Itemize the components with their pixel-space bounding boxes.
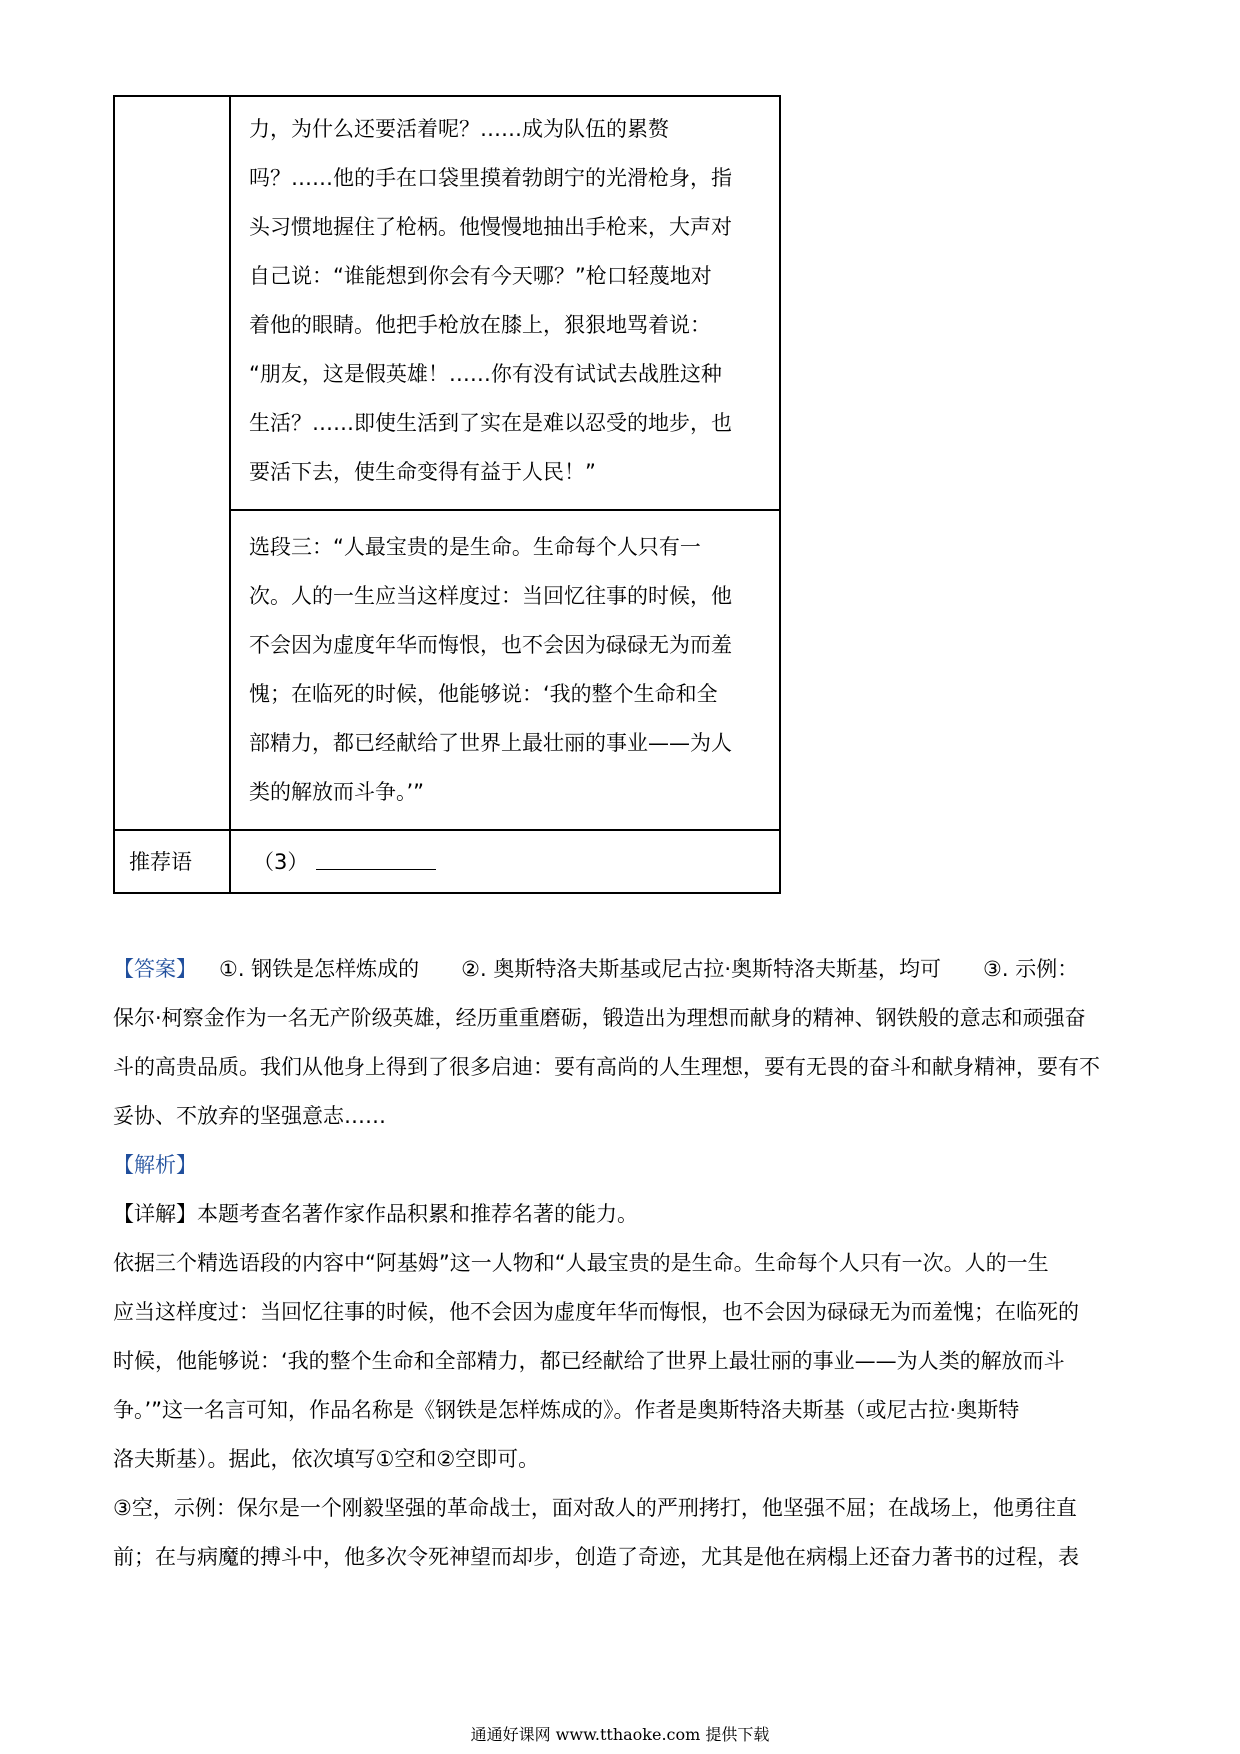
recommendation-cell bbox=[231, 831, 779, 892]
excerpt-line: “朋友，这是假英雄！……你有没有试试去战胜这种 bbox=[249, 362, 722, 386]
analysis-tag: 【解析】 bbox=[113, 1153, 197, 1177]
answer-section bbox=[113, 945, 1133, 1582]
recommendation-row bbox=[115, 829, 779, 892]
page-footer: 通通好课网 www.tthaoke.com 提供下载 bbox=[470, 1725, 770, 1744]
excerpt-line: 着他的眼睛。他把手枪放在膝上，狠狠地骂着说： bbox=[249, 313, 711, 337]
detail-line bbox=[113, 1190, 1133, 1239]
analysis-line: 洛夫斯基）。据此，依次填写①空和②空即可。 bbox=[113, 1447, 540, 1471]
analysis-line: 前；在与病魔的搏斗中，他多次令死神望而却步，创造了奇迹，尤其是他在病榻上还奋力著书的过程，表 bbox=[113, 1545, 1079, 1569]
empty-label-cell bbox=[115, 97, 231, 829]
analysis-line: ③空，示例：保尔是一个刚毅坚强的革命战士，面对敌人的严刑拷打，他坚强不屈；在战场上，他勇往直 bbox=[113, 1496, 1077, 1520]
excerpt-line: 选段三：“人最宝贵的是生命。生命每个人只有一 bbox=[249, 535, 701, 559]
detail-text: 本题考查名著作家作品积累和推荐名著的能力。 bbox=[197, 1202, 638, 1226]
answer-line: 妥协、不放弃的坚强意志…… bbox=[113, 1104, 386, 1128]
answer-tag: 【答案】 bbox=[113, 957, 197, 981]
recommendation-label: 推荐语 bbox=[115, 831, 231, 892]
detail-tag: 【详解】 bbox=[113, 1202, 197, 1226]
excerpt-line: 力，为什么还要活着呢？……成为队伍的累赘 bbox=[249, 117, 669, 141]
blank-number: （3） bbox=[253, 850, 309, 874]
answer-line: 保尔·柯察金作为一名无产阶级英雄，经历重重磨砺，锻造出为理想而献身的精神、钢铁般的意志和顽强奋 bbox=[113, 1006, 1086, 1030]
excerpt-line: 吗？……他的手在口袋里摸着勃朗宁的光滑枪身，指 bbox=[249, 166, 732, 190]
excerpt-line: 自己说：“谁能想到你会有今天哪？”枪口轻蔑地对 bbox=[249, 264, 712, 288]
excerpt-line: 部精力，都已经献给了世界上最壮丽的事业——为人 bbox=[249, 731, 732, 755]
answer-line: 斗的高贵品质。我们从他身上得到了很多启迪：要有高尚的人生理想，要有无畏的奋斗和献身精神，要有不 bbox=[113, 1055, 1100, 1079]
excerpt-line: 次。人的一生应当这样度过：当回忆往事的时候，他 bbox=[249, 584, 732, 608]
excerpt-line: 不会因为虚度年华而悔恨，也不会因为碌碌无为而羞 bbox=[249, 633, 732, 657]
excerpt-line: 生活？……即使生活到了实在是难以忍受的地步，也 bbox=[249, 411, 732, 435]
answer-blank[interactable] bbox=[316, 831, 436, 870]
analysis-line: 争。’”这一名言可知，作品名称是《钢铁是怎样炼成的》。作者是奥斯特洛夫斯基（或尼古拉·奥斯特 bbox=[113, 1398, 1020, 1422]
excerpt-two-cell bbox=[231, 97, 779, 511]
analysis-line: 依据三个精选语段的内容中“阿基姆”这一人物和“人最宝贵的是生命。生命每个人只有一次。人的一生 bbox=[113, 1251, 1049, 1275]
excerpt-cells bbox=[231, 97, 779, 829]
excerpt-line: 愧；在临死的时候，他能够说：‘我的整个生命和全 bbox=[249, 682, 718, 706]
analysis-line: 应当这样度过：当回忆往事的时候，他不会因为虚度年华而悔恨，也不会因为碌碌无为而羞愧；在临死的 bbox=[113, 1300, 1079, 1324]
excerpt-table bbox=[113, 95, 781, 894]
excerpt-row bbox=[115, 97, 779, 829]
answer-line-first bbox=[113, 945, 1133, 994]
excerpt-line: 类的解放而斗争。’” bbox=[249, 780, 425, 804]
excerpt-line: 要活下去，使生命变得有益于人民！” bbox=[249, 460, 596, 484]
excerpt-line: 头习惯地握住了枪柄。他慢慢地抽出手枪来，大声对 bbox=[249, 215, 732, 239]
analysis-line: 时候，他能够说：‘我的整个生命和全部精力，都已经献给了世界上最壮丽的事业——为人类的解放而斗 bbox=[113, 1349, 1065, 1373]
answer-text: ①. 钢铁是怎样炼成的 ②. 奥斯特洛夫斯基或尼古拉·奥斯特洛夫斯基，均可 ③. 示例： bbox=[219, 957, 1079, 981]
excerpt-three-cell bbox=[231, 511, 779, 829]
